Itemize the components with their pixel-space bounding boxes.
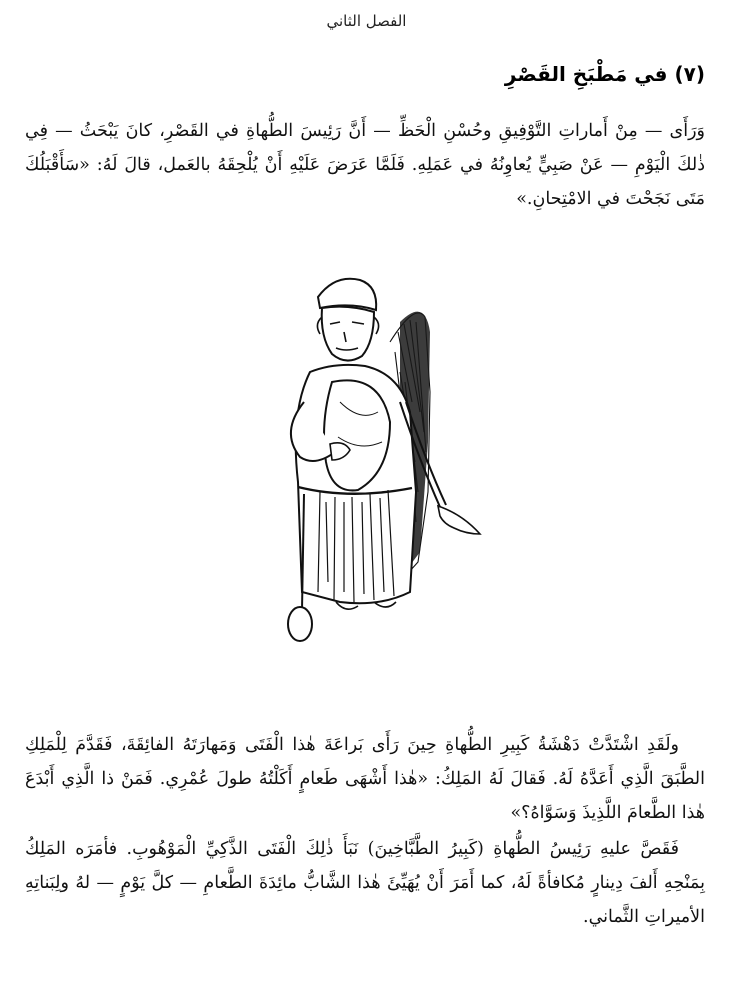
cook-boy-illustration [240, 262, 500, 657]
ladle-bowl [288, 607, 312, 641]
cap [318, 279, 376, 310]
section-title: (٧) في مَطْبَخِ القَصْرِ [504, 62, 705, 86]
paragraph-2: ولَقَدِ اشْتَدَّتْ دَهْشَةُ كَبِيرِ الطُّهاةِ حِينَ رَأَى بَراعَةَ هٰذا الْفَتَى وَمَهارَتَهُ الفائِقَةَ، فَقَدَّمَ لِلْمَلِكِ الطَّبَقَ الَّذِي أَعَدَّهُ لَهُ. فَقالَ لَهُ المَلِكُ: «هٰذا أَشْهَى طَعامٍ أَكَلْتُهُ طولَ عُمْرِي. فَمَنْ ذا الَّذِي أَبْدَعَ هٰذا الطَّعامَ اللَّذِيذَ وَسَوَّاهُ؟» [25, 735, 705, 823]
paragraph-1: وَرَأَى — مِنْ أَماراتِ التَّوْفِيقِ وحُسْنِ الْحَظِّ — أَنَّ رَئِيسَ الطُّهاةِ في القَصْرِ، كانَ يَبْحَثُ — فِي ذٰلكَ الْيَوْمِ — عَنْ صَبِيٍّ يُعاوِنُهُ في عَمَلِهِ. فَلَمَّا عَرَضَ عَلَيْهِ أَنْ يُلْحِقَهُ بالعَمل، قالَ لَهُ: «سَأَقْبَلُكَ مَتَى نَجَحْتَ في الامْتِحانِ.» [25, 121, 705, 209]
head [322, 307, 374, 361]
illustration-svg [240, 262, 500, 657]
right-hand [438, 506, 480, 534]
chapter-running-head: الفصل الثاني [326, 12, 407, 30]
paragraph-3: فَقَصَّ عليهِ رَئِيسُ الطُّهاةِ (كَبِيرُ الطَّبَّاخِينَ) نَبَأَ ذٰلِكَ الْفَتَى الذَّكِيِّ الْمَوْهُوبِ. فأمَرَه المَلِكُ بِمَنْحِهِ أَلفَ دِينارٍ مُكافأةً لَهُ، كما أَمَرَ أَنْ يُهَيِّئَ هٰذا الشَّابُّ مائِدَةَ الطَّعامِ — كلَّ يَوْمٍ — لهُ ولِبَناتِهِ الأميراتِ الثَّماني. [25, 839, 705, 927]
